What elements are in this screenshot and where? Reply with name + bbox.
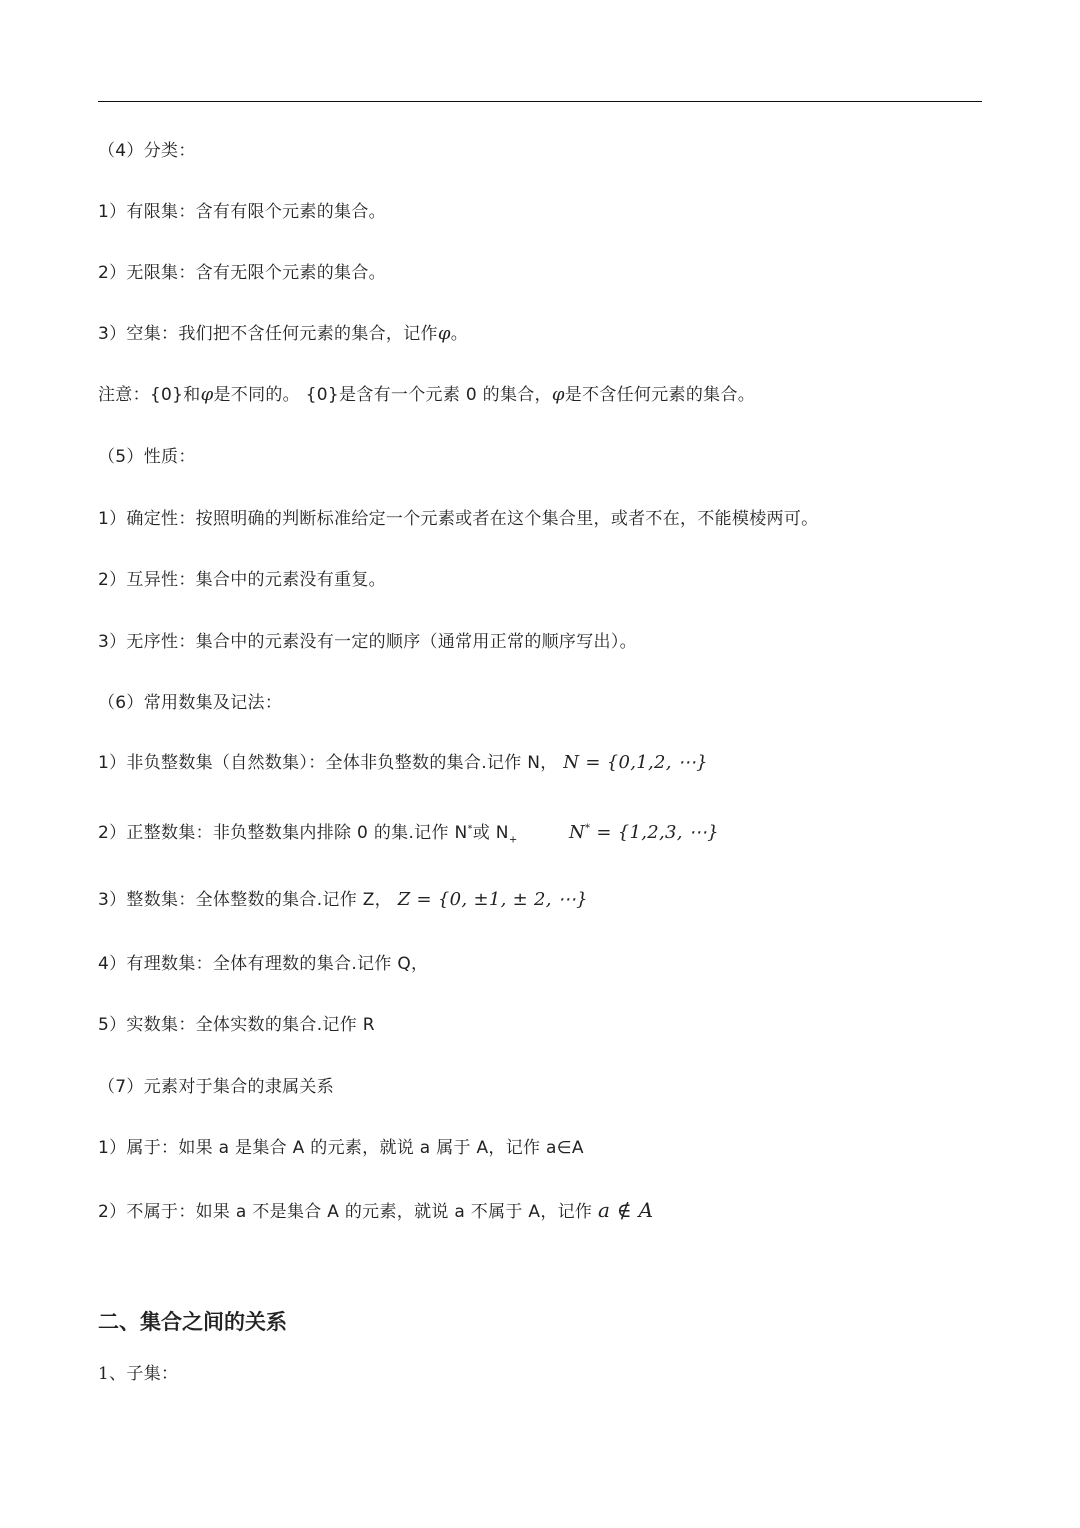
natural-numbers-formula: N = {0,1,2, ⋯} — [563, 752, 708, 773]
distinctness-line: 2）互异性：集合中的元素没有重复。 — [98, 570, 386, 590]
formula-star: * — [585, 823, 591, 834]
note-text-1: 注意：{0}和 — [98, 385, 201, 405]
note-symbol-1: φ — [200, 384, 214, 405]
formula-n: N — [568, 822, 585, 843]
rationals-line: 4）有理数集：全体有理数的集合.记作 Q， — [98, 954, 429, 974]
determinacy-line: 1）确定性：按照明确的判断标准给定一个元素或者在这个集合里，或者不在，不能模棱两可。 — [98, 509, 819, 529]
natural-numbers-line — [98, 751, 708, 775]
integers-line — [98, 888, 588, 912]
integers-text: 3）整数集：全体整数的集合.记作 Z， — [98, 890, 392, 910]
infinite-set-line: 2）无限集：含有无限个元素的集合。 — [98, 263, 386, 283]
not-belongs-text: 2）不属于：如果 a 不是集合 A 的元素，就说 a 不属于 A，记作 — [98, 1202, 593, 1222]
positive-integers-text: 2）正整数集：非负整数集内排除 0 的集.记作 N — [98, 823, 468, 843]
n-plus-sub: + — [508, 834, 518, 846]
note-line — [98, 383, 755, 407]
natural-numbers-text: 1）非负整数集（自然数集）：全体非负整数的集合.记作 N， — [98, 753, 558, 773]
empty-set-line — [98, 322, 468, 346]
empty-set-end: 。 — [450, 324, 469, 344]
header-rule — [98, 101, 982, 102]
empty-set-symbol: φ — [437, 323, 451, 344]
finite-set-line: 1）有限集：含有有限个元素的集合。 — [98, 202, 386, 222]
note-symbol-2: φ — [551, 384, 565, 405]
n-star-sup: * — [467, 823, 473, 835]
reals-line: 5）实数集：全体实数的集合.记作 R — [98, 1015, 375, 1035]
belongs-line: 1）属于：如果 a 是集合 A 的元素，就说 a 属于 A，记作 a∈A — [98, 1138, 584, 1158]
note-text-2: 是不同的。 {0}是含有一个元素 0 的集合， — [213, 385, 552, 405]
section-heading-2: 二、集合之间的关系 — [98, 1309, 287, 1334]
integers-formula: Z = {0, ±1, ± 2, ⋯} — [397, 889, 588, 910]
positive-integers-line — [98, 821, 719, 852]
not-belongs-line — [98, 1198, 653, 1224]
formula-set: = {1,2,3, ⋯} — [590, 822, 719, 843]
unordered-line: 3）无序性：集合中的元素没有一定的顺序（通常用正常的顺序写出）。 — [98, 632, 637, 652]
positive-integers-text-2: 或 N — [472, 823, 509, 843]
positive-integers-formula — [569, 822, 719, 843]
section-7-title: （7）元素对于集合的隶属关系 — [98, 1077, 335, 1097]
subset-title: 1、子集： — [98, 1364, 179, 1384]
section-5-title: （5）性质： — [98, 447, 196, 467]
section-4-title: （4）分类： — [98, 141, 196, 161]
not-belongs-formula: a ∉ A — [597, 1198, 654, 1222]
note-text-3: 是不含任何元素的集合。 — [564, 385, 756, 405]
section-6-title: （6）常用数集及记法： — [98, 693, 283, 713]
empty-set-text: 3）空集：我们把不含任何元素的集合，记作 — [98, 324, 438, 344]
